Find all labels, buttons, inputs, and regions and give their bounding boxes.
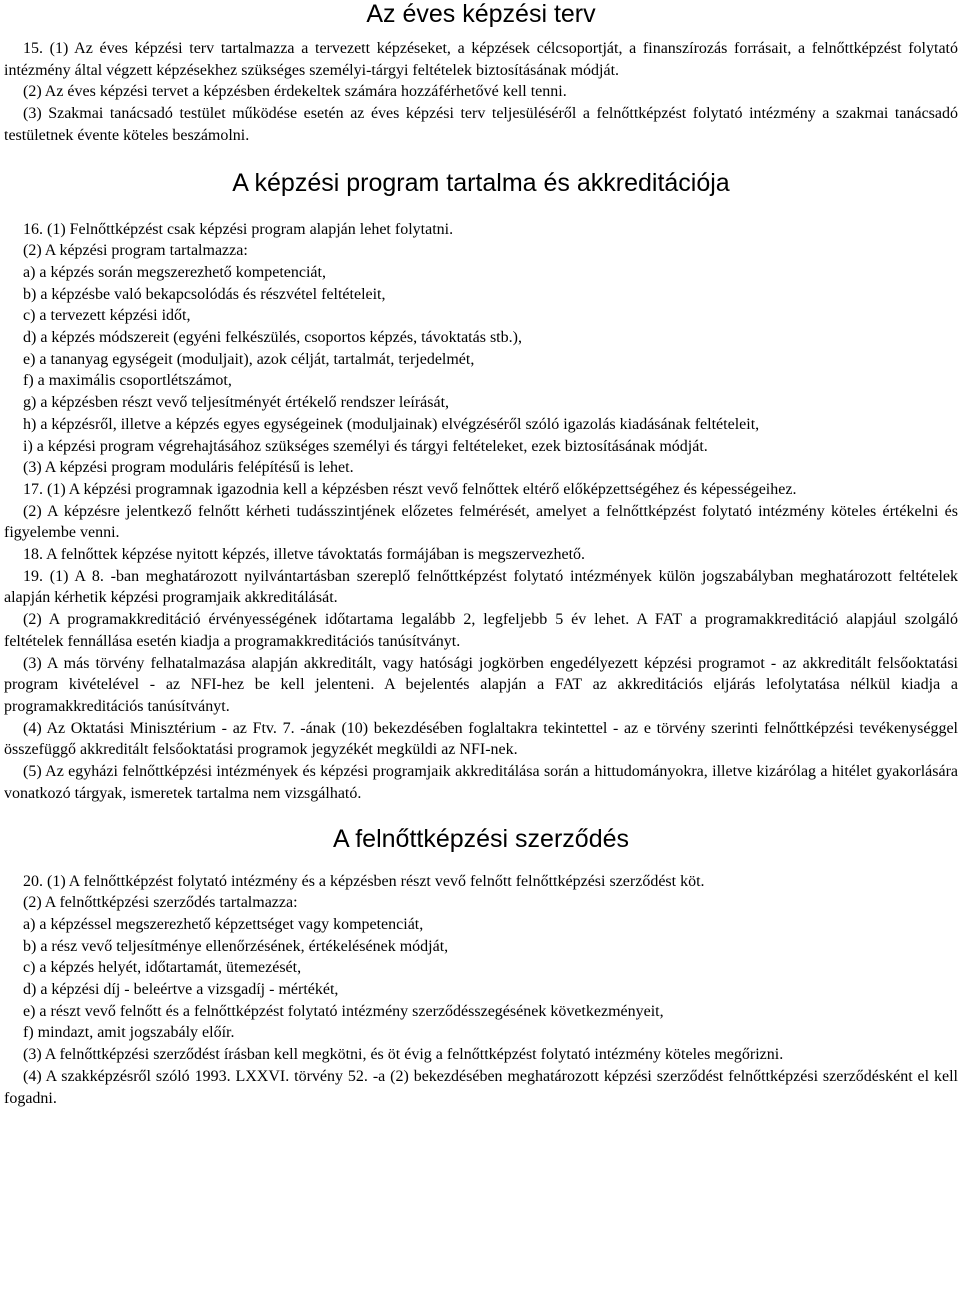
list-item-d: d) a képzés módszereit (egyéni felkészülés, csoportos képzés, távoktatás stb.), xyxy=(23,329,522,347)
paragraph-17-1: 17. (1) A képzési programnak igazodnia kell a képzésben részt vevő felnőttek eltérő előképzettségéhez és képességeihez. xyxy=(23,480,797,498)
paragraph-15-1: 15. (1) Az éves képzési terv tartalmazza a tervezett képzéseket, a képzések célcsoportját, a finanszírozás forrásait, a felnőttképzést folytató intézmény által végzett képzésekhez szükséges személyi-tárgyi feltételek biztosításának módját. xyxy=(4,40,958,79)
paragraph-17-2: (2) A képzésre jelentkező felnőtt kérheti tudásszintjének előzetes felmérését, amelyet a felnőttképzést folytató intézmény köteles értékelni és figyelembe venni. xyxy=(4,502,958,542)
contract-item-e: e) a részt vevő felnőtt és a felnőttképzést folytató intézmény szerződésszegésének következményeit, xyxy=(23,1002,664,1020)
section-program xyxy=(4,219,958,805)
section-heading-contract: A felnőttképzési szerződés xyxy=(333,824,629,853)
paragraph-16-3: (3) A képzési program moduláris felépítésű is lehet. xyxy=(23,459,354,477)
paragraph-15-3: (3) Szakmai tanácsadó testület működése esetén az éves képzési terv teljesüléséről a felnőttképzést folytató intézmény a szakmai tanácsadó testületnek évente köteles beszámolni. xyxy=(4,105,958,144)
paragraph-15-2: (2) Az éves képzési tervet a képzésben érdekeltek számára hozzáférhetővé kell tenni. xyxy=(23,83,567,101)
list-item-b: b) a képzésbe való bekapcsolódás és részvétel feltételeit, xyxy=(23,285,386,303)
paragraph-16-1: 16. (1) Felnőttképzést csak képzési program alapján lehet folytatni. xyxy=(23,220,454,238)
contract-item-a: a) a képzéssel megszerezhető képzettséget vagy kompetenciát, xyxy=(23,915,424,933)
contract-item-b: b) a rész vevő teljesítménye ellenőrzésének, értékelésének módját, xyxy=(23,937,449,955)
paragraph-19-3: (3) A más törvény felhatalmazása alapján akkreditált, vagy hatósági jogkörben engedélyezett képzési programot - az akkreditált felsőoktatási program kivételével - az NFI-hez be kell jelenteni. A bejelentés alapján a FAT az akkreditációs eljárás lefolytatása nélkül kiadja a programakkreditációs tanúsítványt. xyxy=(4,654,958,715)
paragraph-20-2: (2) A felnőttképzési szerződés tartalmazza: xyxy=(23,894,298,912)
list-item-f: f) a maximális csoportlétszámot, xyxy=(23,372,232,390)
contract-item-f: f) mindazt, amit jogszabály előír. xyxy=(23,1024,235,1042)
list-item-c: c) a tervezett képzési időt, xyxy=(23,307,191,325)
contract-item-c: c) a képzés helyét, időtartamát, ütemezését, xyxy=(23,959,302,977)
list-item-a: a) a képzés során megszerezhető kompetenciát, xyxy=(23,263,326,281)
section-heading-program: A képzési program tartalma és akkreditációja xyxy=(232,168,730,197)
paragraph-20-4: (4) A szakképzésről szóló 1993. LXXVI. törvény 52. -a (2) bekezdésében meghatározott képzési szerződést felnőttképzési szerződésként el kell fogadni. xyxy=(4,1067,958,1107)
paragraph-19-5: (5) Az egyházi felnőttképzési intézmények és képzési programjaik akkreditálása során a hittudományokra, illetve kizárólag a hitélet gyakorlására vonatkozó tárgyak, ismeretek tartalma nem vizsgálható. xyxy=(4,763,958,802)
page-title: Az éves képzési terv xyxy=(366,0,596,28)
section-annual-plan xyxy=(4,38,958,147)
paragraph-20-3: (3) A felnőttképzési szerződést írásban kell megkötni, és öt évig a felnőttképzést folytató intézmény köteles megőrizni. xyxy=(23,1046,784,1064)
paragraph-19-2: (2) A programakkreditáció érvényességének időtartama legalább 2, legfeljebb 5 év lehet. A FAT a programakkreditáció alapjául szolgáló feltételek fennállása esetén kiadja a programakkreditációs tanúsítványt. xyxy=(4,611,958,650)
list-item-e: e) a tananyag egységeit (moduljait), azok célját, tartalmát, terjedelmét, xyxy=(23,350,475,368)
section-contract xyxy=(4,871,958,1110)
list-item-g: g) a képzésben részt vevő teljesítményét értékelő rendszer leírását, xyxy=(23,394,450,412)
paragraph-19-1: 19. (1) A 8. -ban meghatározott nyilvántartásban szereplő felnőttképzést folytató intézmények külön jogszabályban meghatározott feltételek alapján kérhetik képzési programjaik akkreditálását. xyxy=(4,567,958,607)
paragraph-18: 18. A felnőttek képzése nyitott képzés, illetve távoktatás formájában is megszervezhető. xyxy=(23,546,586,564)
paragraph-20-1: 20. (1) A felnőttképzést folytató intézmény és a képzésben részt vevő felnőtt felnőttképzési szerződést köt. xyxy=(23,872,705,890)
contract-item-d: d) a képzési díj - beleértve a vizsgadíj - mértékét, xyxy=(23,981,339,999)
list-item-i: i) a képzési program végrehajtásához szükséges személyi és tárgyi feltételeket, ezek biztosításának módját. xyxy=(23,437,708,455)
list-item-h: h) a képzésről, illetve a képzés egyes egységeinek (moduljainak) elvégzéséről szóló igazolás kiadásának feltételeit, xyxy=(23,415,760,433)
paragraph-19-4: (4) Az Oktatási Minisztérium - az Ftv. 7. -ának (10) bekezdésében foglaltakra tekintettel - az e törvény szerinti felnőttképzési tevékenységgel összefüggő akkreditált felsőoktatási programok jegyzékét megküldi az NFI-nek. xyxy=(4,719,958,759)
paragraph-16-2: (2) A képzési program tartalmazza: xyxy=(23,242,248,260)
